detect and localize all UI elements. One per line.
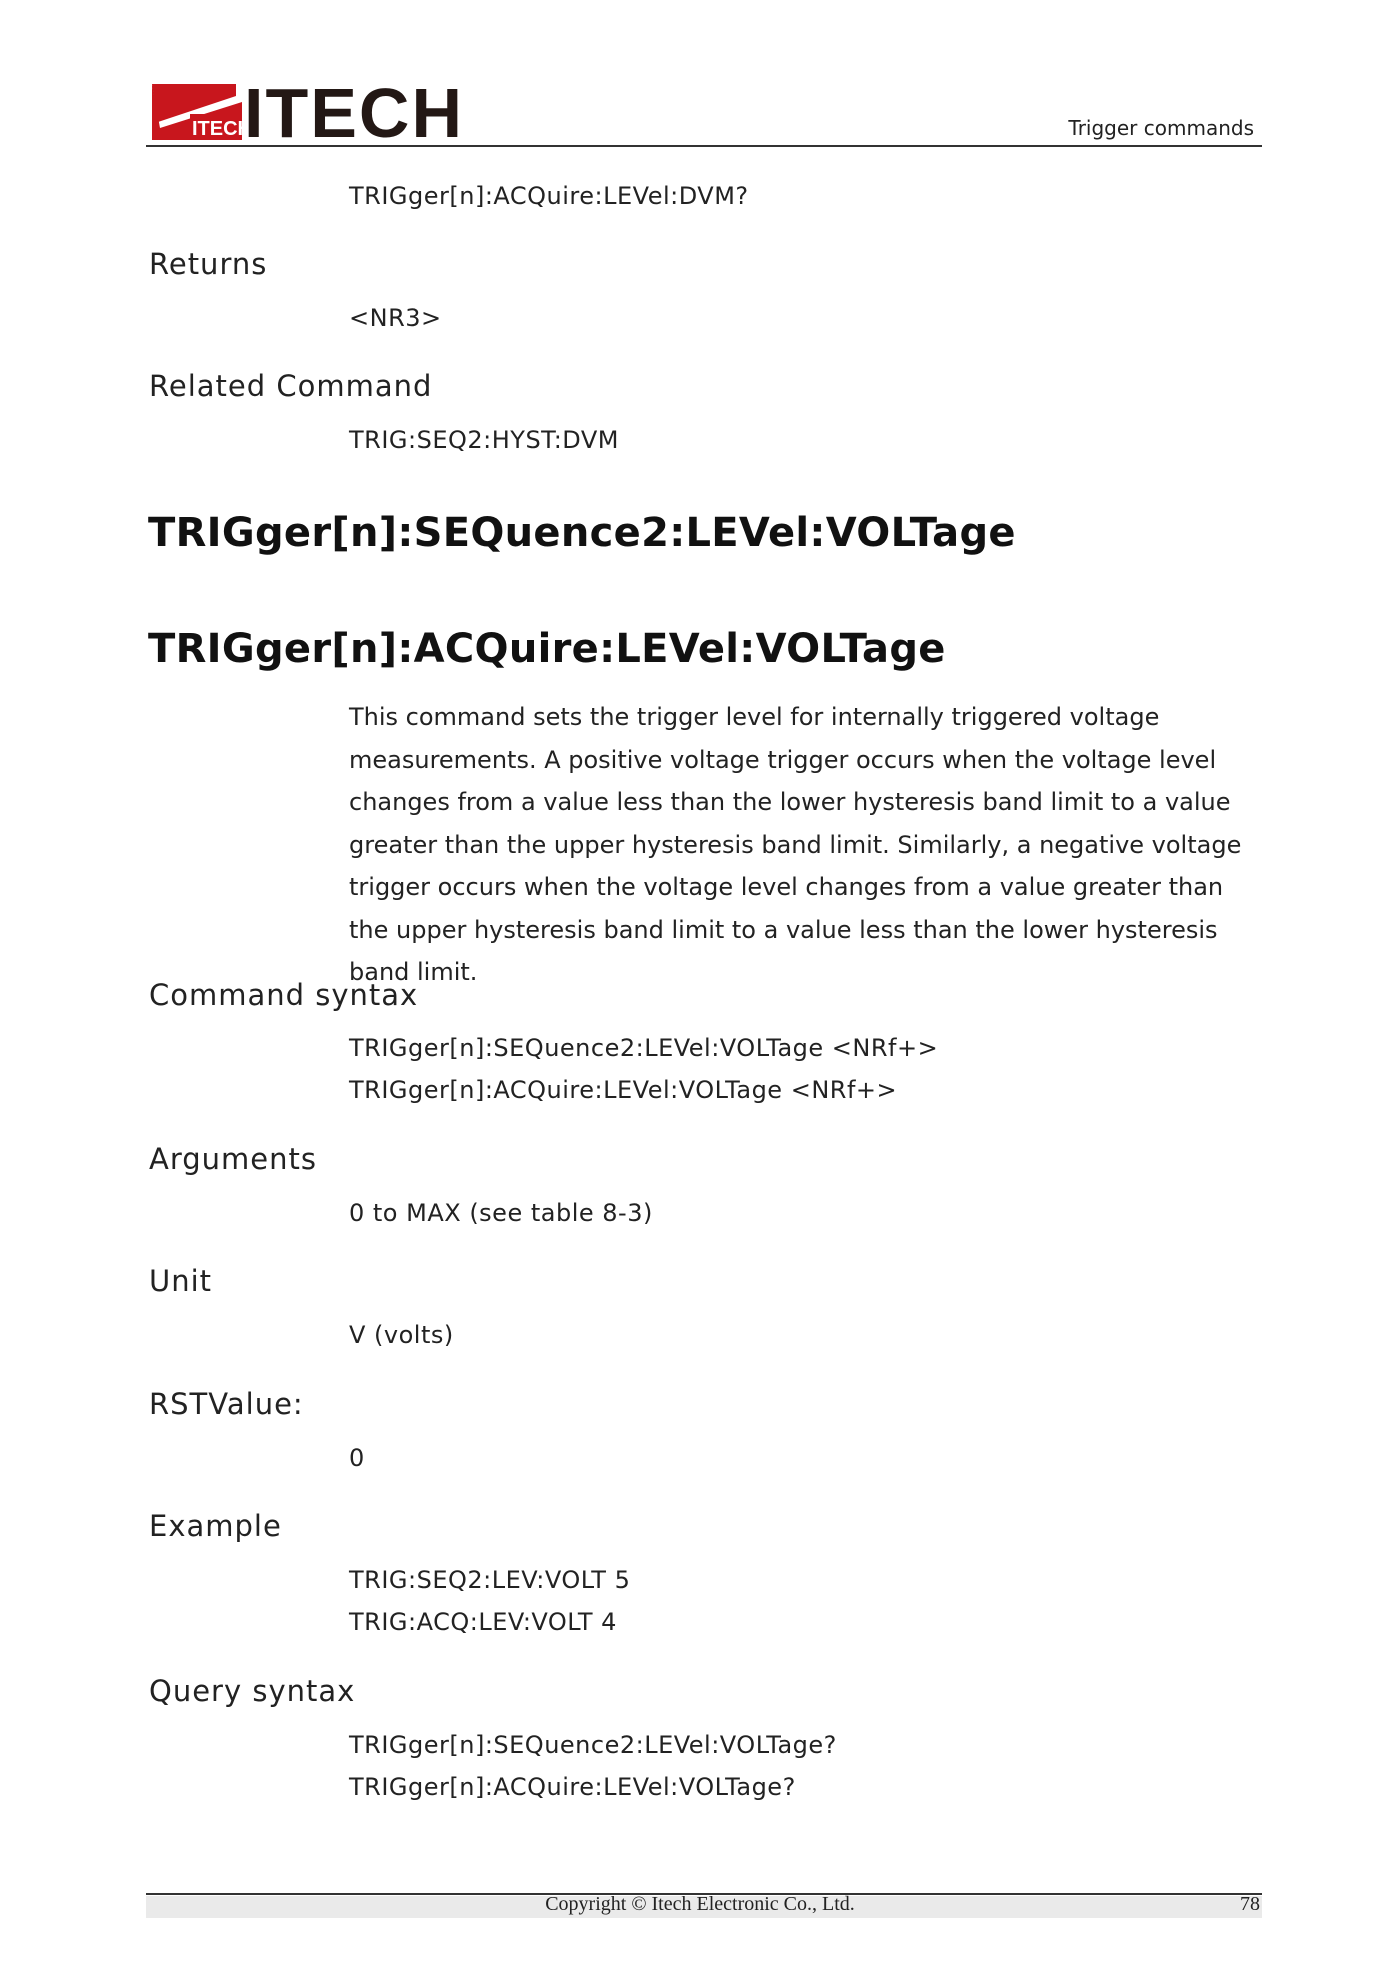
query-syntax-label: Query syntax [149, 1674, 356, 1708]
header-divider [146, 145, 1262, 147]
related-command-value: TRIG:SEQ2:HYST:DVM [349, 426, 619, 454]
example-line: TRIG:ACQ:LEV:VOLT 4 [349, 1608, 617, 1636]
related-command-label: Related Command [149, 369, 433, 403]
example-line: TRIG:SEQ2:LEV:VOLT 5 [349, 1566, 631, 1594]
running-header-title: Trigger commands [1068, 116, 1254, 140]
returns-label: Returns [149, 247, 268, 281]
command-heading-acq: TRIGger[n]:ACQuire:LEVel:VOLTage [148, 626, 946, 672]
command-description: This command sets the trigger level for internally triggered voltage measurements. A positive voltage trigger occurs when the voltage level changes from a value less than the lower hysteresis band limit to a value greater than the upper hysteresis band limit. Similarly, a negative voltage trigger occurs when the voltage level changes from a value greater than the upper hysteresis band limit to a value less than the lower hysteresis band limit. [349, 703, 1242, 986]
command-heading-seq2: TRIGger[n]:SEQuence2:LEVel:VOLTage [148, 510, 1016, 556]
example-label: Example [149, 1509, 282, 1543]
returns-value: <NR3> [349, 304, 442, 332]
arguments-value: 0 to MAX (see table 8-3) [349, 1199, 653, 1227]
page-number: 78 [1240, 1893, 1260, 1915]
command-syntax-label: Command syntax [149, 978, 419, 1012]
rst-value: 0 [349, 1444, 365, 1472]
prev-query-line: TRIGger[n]:ACQuire:LEVel:DVM? [349, 182, 749, 210]
rst-value-label: RSTValue: [149, 1387, 304, 1421]
unit-label: Unit [149, 1264, 213, 1298]
logo-badge-text: ITECH [192, 118, 252, 140]
query-line: TRIGger[n]:SEQuence2:LEVel:VOLTage? [349, 1731, 837, 1759]
arguments-label: Arguments [149, 1142, 317, 1176]
itech-logo [152, 74, 472, 152]
syntax-line: TRIGger[n]:SEQuence2:LEVel:VOLTage <NRf+> [349, 1034, 939, 1062]
itech-logo-mark-icon [152, 84, 252, 140]
footer-copyright: Copyright © Itech Electronic Co., Ltd. [545, 1893, 855, 1915]
query-line: TRIGger[n]:ACQuire:LEVel:VOLTage? [349, 1773, 796, 1801]
syntax-line: TRIGger[n]:ACQuire:LEVel:VOLTage <NRf+> [349, 1076, 898, 1104]
unit-value: V (volts) [349, 1321, 454, 1349]
logo-wordmark: ITECH [244, 74, 464, 152]
